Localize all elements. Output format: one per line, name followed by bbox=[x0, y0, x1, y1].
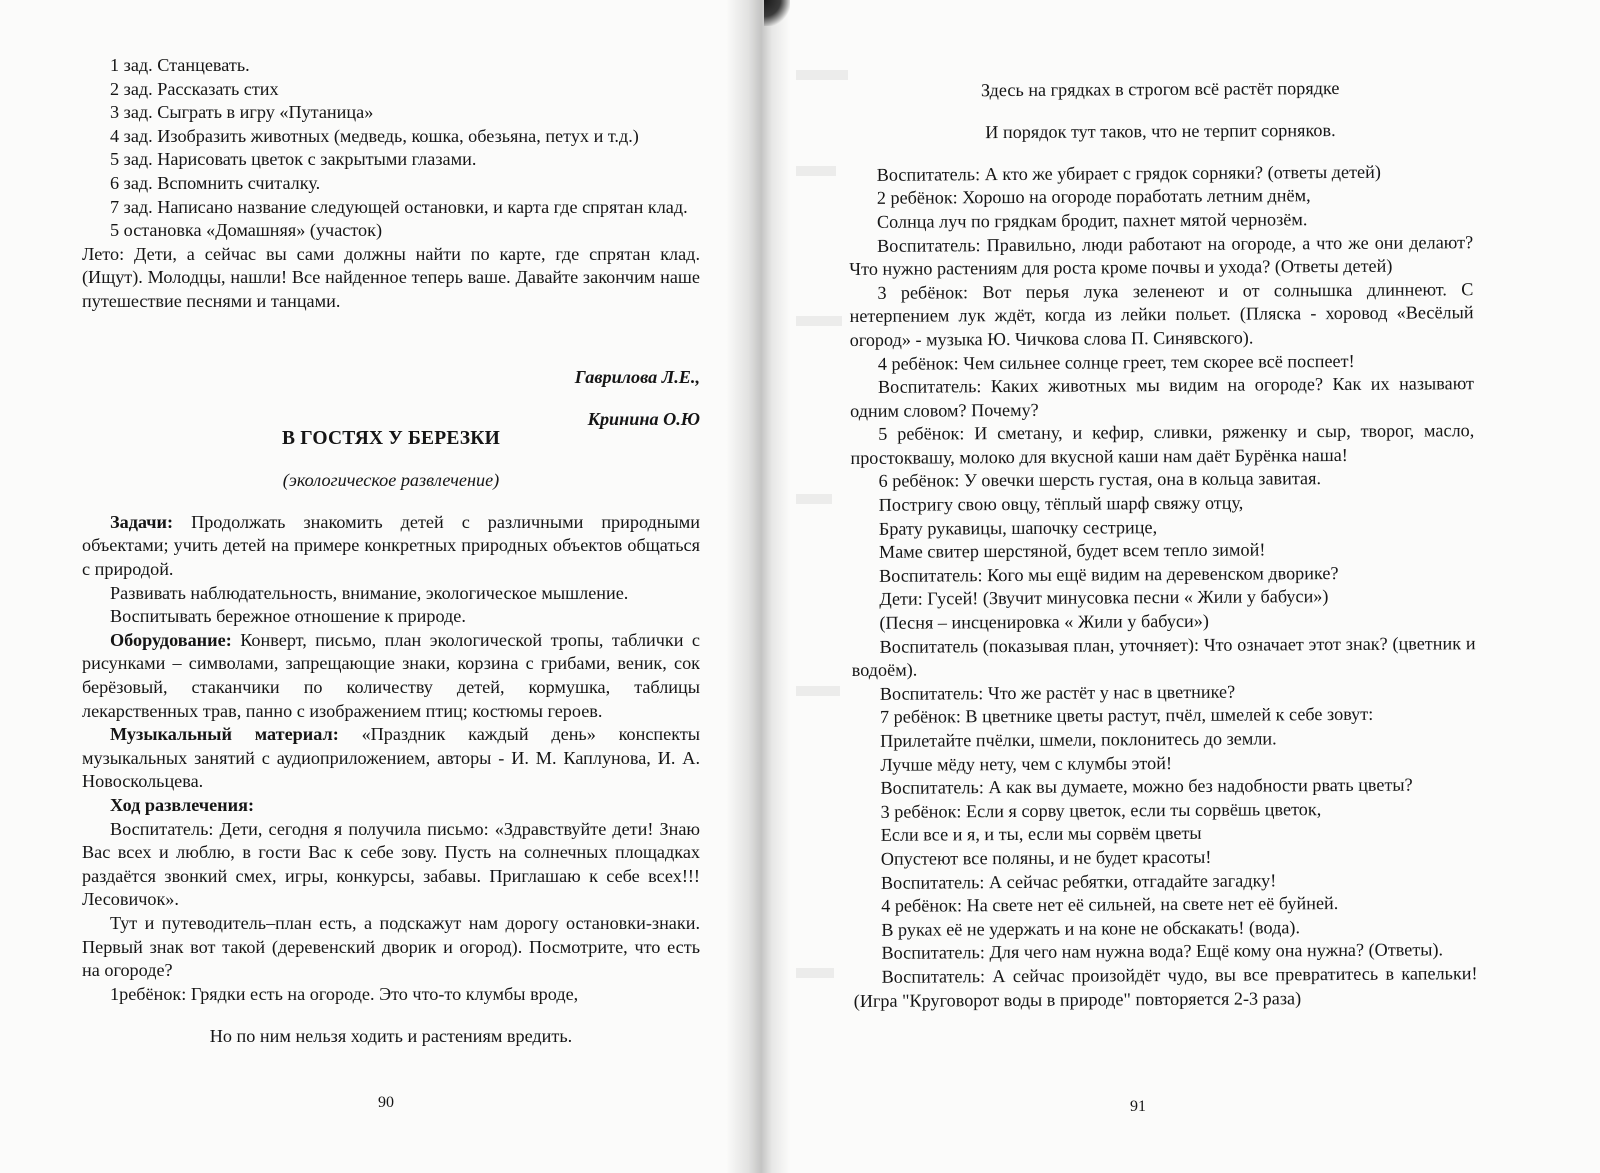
equipment-paragraph bbox=[82, 629, 700, 723]
child-1-line-a: 1ребёнок: Грядки есть на огороде. Это что-то клумбы вроде, bbox=[110, 983, 579, 1004]
right-line-3: Солнца луч по грядкам бродит, пахнет мятой чернозём. bbox=[876, 209, 1308, 232]
right-line-26: 4 ребёнок: На свете нет её сильней, на свете нет её буйней. bbox=[881, 893, 1339, 916]
right-line-10: Постригу свою овцу, тёплый шарф свяжу отцу, bbox=[878, 492, 1244, 515]
right-line-18: 7 ребёнок: В цветнике цветы растут, пчёл, шмелей к себе зовут: bbox=[879, 704, 1374, 728]
binding-corner-shadow bbox=[764, 0, 790, 26]
right-line-6: 4 ребёнок: Чем сильнее солнце греет, тем скорее всё поспеет! bbox=[877, 350, 1355, 374]
author-1: Гаврилова Л.Е., bbox=[574, 366, 700, 387]
right-line-16: Воспитатель (показывая план, уточняет): Что означает этот знак? (цветник и водоём). bbox=[851, 632, 1476, 681]
right-line-29: Воспитатель: А сейчас произойдёт чудо, вы все превратитесь в капельки! (Игра "Круговорот воды в природе" повторяется 2-3 раза) bbox=[853, 963, 1478, 1011]
right-line-12: Маме свитер шерстяной, будет всем тепло зимой! bbox=[878, 539, 1266, 563]
right-line-5: 3 ребёнок: Вот перья лука зеленеют и от солнышка длиннеют. С нетерпением лук ждёт, когда из лейки польет. (Пляска - хоровод «Весёлый огород» - музыка Ю. Чичкова слова П. Синявского). bbox=[849, 278, 1474, 350]
right-line-15: (Песня – инсценировка « Жили у бабуси») bbox=[879, 610, 1209, 633]
task-7: 7 зад. Написано название следующей остановки, и карта где спрятан клад. bbox=[110, 196, 688, 217]
left-page bbox=[0, 0, 760, 1173]
right-line-17: Воспитатель: Что же растёт у нас в цветнике? bbox=[879, 681, 1236, 704]
right-line-20: Лучше мёду нету, чем с клумбы этой! bbox=[880, 752, 1173, 775]
poem-line-2: И порядок тут таков, что не терпит сорняков. bbox=[985, 119, 1336, 143]
stop-5: 5 остановка «Домашняя» (участок) bbox=[110, 220, 383, 241]
right-line-23: Если все и я, и ты, если мы сорвём цветы bbox=[880, 823, 1202, 846]
task-6: 6 зад. Вспомнить считалку. bbox=[110, 172, 321, 193]
nurture-paragraph: Воспитывать бережное отношение к природе. bbox=[110, 606, 466, 627]
equipment-label: Оборудование: bbox=[110, 629, 232, 650]
right-line-21: Воспитатель: А как вы думаете, можно без надобности рвать цветы? bbox=[880, 774, 1413, 799]
right-line-4: Воспитатель: Правильно, люди работают на огороде, а что же они делают? Что нужно растениям для роста кроме почвы и ухода? (Ответы детей) bbox=[849, 231, 1474, 280]
task-1: 1 зад. Станцевать. bbox=[110, 55, 250, 75]
right-page-text bbox=[848, 58, 1478, 1013]
author-2: Кринина О.Ю bbox=[587, 408, 700, 429]
leto-paragraph: Лето: Дети, а сейчас вы сами должны найти по карте, где спрятан клад. (Ищут). Молодцы, нашли! Все найденное теперь ваше. Давайте закончим наше путешествие песнями и танцами. bbox=[82, 243, 700, 311]
equipment-text: Конверт, письмо, план экологической тропы, таблички с рисунками – символами, запрещающие знаки, корзина с грибами, веник, сок берёзовый, стаканчики по количеству детей, кормушка, таблицы лекарственных трав, панно с изображением птиц; костюмы героев. bbox=[82, 629, 700, 721]
right-line-24: Опустеют все поляны, и не будет красоты! bbox=[880, 846, 1212, 869]
task-3: 3 зад. Сыграть в игру «Путаница» bbox=[110, 102, 374, 123]
right-line-14: Дети: Гусей! (Звучит минусовка песни « Жили у бабуси») bbox=[879, 586, 1329, 610]
right-line-22: 3 ребёнок: Если я сорву цветок, если ты сорвёшь цветок, bbox=[880, 798, 1322, 822]
left-page-text bbox=[82, 54, 700, 1066]
page-number-left: 90 bbox=[378, 1094, 394, 1111]
tasks-text: Продолжать знакомить детей с различными природными объектами; учить детей на примере конкретных природных объектов общаться с природой. bbox=[82, 511, 700, 580]
article-title: В ГОСТЯХ У БЕРЕЗКИ bbox=[281, 428, 501, 450]
task-2: 2 зад. Рассказать стих bbox=[110, 78, 279, 99]
right-line-7: Воспитатель: Каких животных мы видим на огороде? Как их называют одним словом? Почему? bbox=[850, 373, 1475, 421]
task-4: 4 зад. Изобразить животных (медведь, кошка, обезьяна, петух и т.д.) bbox=[110, 125, 639, 146]
task-5: 5 зад. Нарисовать цветок с закрытыми глазами. bbox=[110, 149, 477, 170]
music-text: «Праздник каждый день» конспекты музыкальных занятий с аудиоприложением, авторы - И. М. Каплунова, И. А. Новоскольцева. bbox=[82, 724, 700, 792]
right-line-27: В руках её не удержать и на коне не обскакать! (вода). bbox=[881, 917, 1301, 940]
right-line-1: Воспитатель: А кто же убирает с грядок сорняки? (ответы детей) bbox=[876, 161, 1381, 185]
right-line-28: Воспитатель: Для чего нам нужна вода? Ещё кому она нужна? (Ответы). bbox=[881, 939, 1444, 964]
right-line-2: 2 ребёнок: Хорошо на огороде поработать летним днём, bbox=[876, 185, 1311, 209]
child-1-line-b: Но по ним нельзя ходить и растениям вредить. bbox=[209, 1025, 573, 1046]
right-line-9: 6 ребёнок: У овечки шерсть густая, она в кольца завитая. bbox=[878, 468, 1322, 492]
poem-line-1: Здесь на грядках в строгом всё растёт порядке bbox=[980, 78, 1340, 101]
music-label: Музыкальный материал: bbox=[110, 724, 339, 745]
right-line-11: Брату рукавицы, шапочку сестрице, bbox=[878, 516, 1158, 539]
develop-paragraph: Развивать наблюдательность, внимание, экологическое мышление. bbox=[110, 582, 629, 603]
right-line-25: Воспитатель: А сейчас ребятки, отгадайте загадку! bbox=[880, 869, 1277, 893]
music-paragraph bbox=[82, 723, 700, 794]
right-line-19: Прилетайте пчёлки, шмели, поклонитесь до земли. bbox=[880, 728, 1277, 751]
right-line-13: Воспитатель: Кого мы ещё видим на деревенском дворике? bbox=[879, 562, 1339, 586]
page-number-right: 91 bbox=[1130, 1098, 1146, 1115]
course-label: Ход развлечения: bbox=[110, 794, 254, 815]
guide-paragraph: Тут и путеводитель–план есть, а подскажут нам дорогу остановки-знаки. Первый знак вот такой (деревенский дворик и огород). Посмотрите, что есть на огороде? bbox=[82, 912, 700, 981]
tasks-label: Задачи: bbox=[110, 511, 174, 532]
right-line-8: 5 ребёнок: И сметану, и кефир, сливки, ряженку и сыр, творог, масло, простоквашу, молоко для вкусной каши нам даёт Бурёнка наша! bbox=[850, 420, 1475, 468]
tasks-paragraph bbox=[82, 511, 700, 582]
educator-letter: Воспитатель: Дети, сегодня я получила письмо: «Здравствуйте дети! Знаю Вас всех и люблю, в гости Вас к себе зову. Пусть на солнечных площадках раздаётся звонкий смех, игры, конкурсы, забавы. Приглашаю к себе всех!!! Лесовичок». bbox=[82, 818, 700, 910]
article-subtitle: (экологическое развлечение) bbox=[282, 470, 500, 491]
